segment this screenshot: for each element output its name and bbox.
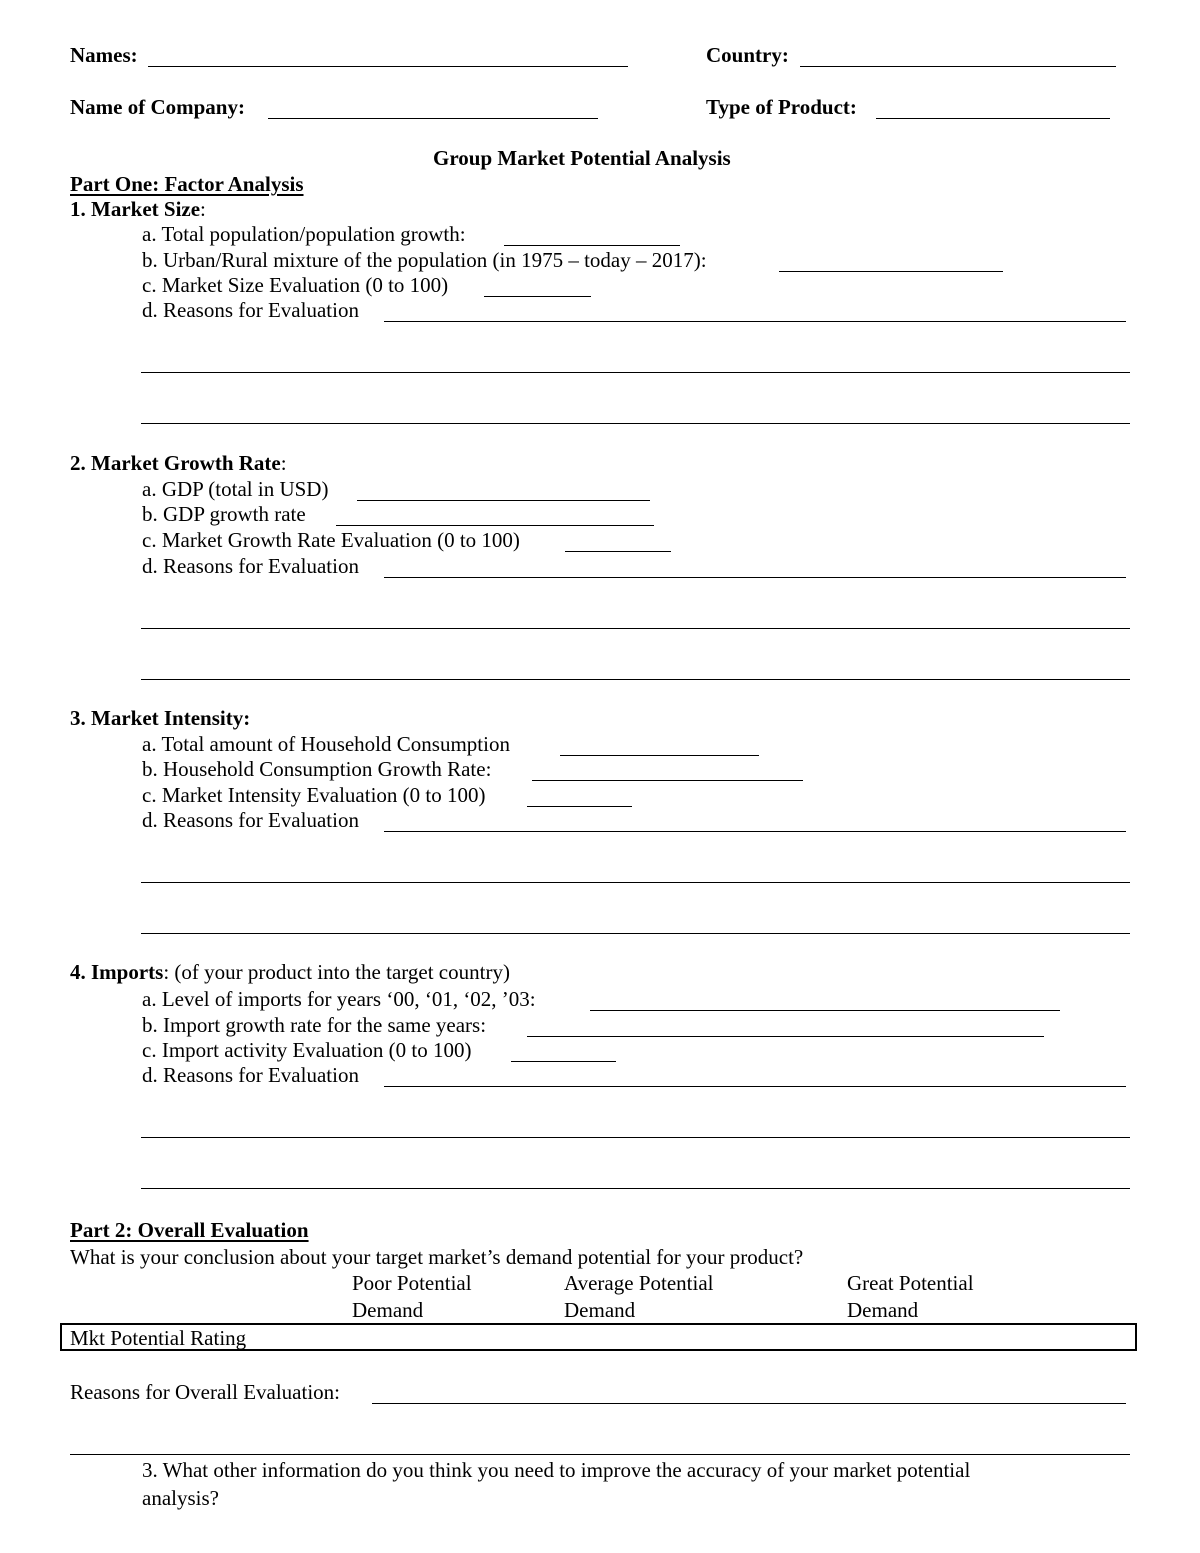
rating-row[interactable]: [60, 1323, 1137, 1351]
section-4-item-a: a. Level of imports for years ‘00, ‘01, ‘02, ’03:: [142, 987, 536, 1011]
section-3-heading: 3. Market Intensity:: [70, 706, 251, 730]
part-one-heading: Part One: Factor Analysis: [70, 172, 304, 196]
section-1-reasons-line-1[interactable]: [384, 321, 1126, 322]
gdp-growth-field[interactable]: [336, 525, 654, 526]
page-title: Group Market Potential Analysis: [433, 146, 731, 170]
section-1-item-a: a. Total population/population growth:: [142, 222, 466, 246]
household-consumption-field[interactable]: [560, 755, 759, 756]
market-size-score-field[interactable]: [484, 296, 591, 297]
import-growth-field[interactable]: [527, 1036, 1044, 1037]
consumption-growth-field[interactable]: [532, 780, 803, 781]
section-4-item-d: d. Reasons for Evaluation: [142, 1063, 359, 1087]
overall-reasons-line-1[interactable]: [372, 1403, 1126, 1404]
gdp-field[interactable]: [357, 500, 650, 501]
company-label: Name of Company:: [70, 95, 245, 119]
section-3-item-a: a. Total amount of Household Consumption: [142, 732, 510, 756]
section-4-item-c: c. Import activity Evaluation (0 to 100): [142, 1038, 472, 1062]
part-two-heading: Part 2: Overall Evaluation: [70, 1218, 309, 1242]
great-demand-label: Demand: [847, 1298, 919, 1322]
section-3-reasons-line-2[interactable]: [141, 882, 1130, 883]
product-field[interactable]: [876, 118, 1110, 119]
import-score-field[interactable]: [511, 1061, 616, 1062]
section-2-item-b: b. GDP growth rate: [142, 502, 306, 526]
section-1-heading: 1. Market Size:: [70, 197, 206, 221]
section-3-item-c: c. Market Intensity Evaluation (0 to 100): [142, 783, 486, 807]
section-1-item-d: d. Reasons for Evaluation: [142, 298, 359, 322]
intensity-score-field[interactable]: [527, 806, 632, 807]
rating-label: Mkt Potential Rating: [70, 1326, 247, 1350]
product-label: Type of Product:: [706, 95, 857, 119]
section-1-item-b: b. Urban/Rural mixture of the population (in 1975 – today – 2017):: [142, 248, 707, 272]
section-2-item-a: a. GDP (total in USD): [142, 477, 329, 501]
section-4-heading: 4. Imports: (of your product into the target country): [70, 960, 510, 984]
section-2-item-d: d. Reasons for Evaluation: [142, 554, 359, 578]
population-field[interactable]: [504, 245, 680, 246]
section-2-reasons-line-1[interactable]: [384, 577, 1126, 578]
section-3-item-d: d. Reasons for Evaluation: [142, 808, 359, 832]
section-2-reasons-line-2[interactable]: [141, 628, 1130, 629]
section-1-reasons-line-2[interactable]: [141, 372, 1130, 373]
names-label: Names:: [70, 43, 138, 67]
section-2-item-c: c. Market Growth Rate Evaluation (0 to 100): [142, 528, 520, 552]
poor-potential-label: Poor Potential: [352, 1271, 472, 1295]
growth-rate-score-field[interactable]: [565, 551, 671, 552]
imports-level-field[interactable]: [590, 1010, 1060, 1011]
names-field[interactable]: [148, 66, 628, 67]
great-potential-label: Great Potential: [847, 1271, 974, 1295]
average-potential-label: Average Potential: [564, 1271, 714, 1295]
poor-demand-label: Demand: [352, 1298, 424, 1322]
country-field[interactable]: [800, 66, 1116, 67]
section-4-reasons-line-2[interactable]: [141, 1137, 1130, 1138]
overall-reasons-line-2[interactable]: [70, 1454, 1130, 1455]
question-3-line-1: 3. What other information do you think you need to improve the accuracy of your market potential: [142, 1458, 971, 1482]
section-2-reasons-line-3[interactable]: [141, 679, 1130, 680]
section-3-reasons-line-3[interactable]: [141, 933, 1130, 934]
conclusion-question: What is your conclusion about your target market’s demand potential for your product?: [70, 1245, 804, 1269]
question-3-line-2: analysis?: [142, 1486, 219, 1510]
company-field[interactable]: [268, 118, 598, 119]
section-3-reasons-line-1[interactable]: [384, 831, 1126, 832]
average-demand-label: Demand: [564, 1298, 636, 1322]
country-label: Country:: [706, 43, 789, 67]
section-1-item-c: c. Market Size Evaluation (0 to 100): [142, 273, 449, 297]
section-2-heading: 2. Market Growth Rate:: [70, 451, 287, 475]
section-4-reasons-line-1[interactable]: [384, 1086, 1126, 1087]
section-3-item-b: b. Household Consumption Growth Rate:: [142, 757, 492, 781]
urban-rural-field[interactable]: [779, 271, 1003, 272]
section-4-item-b: b. Import growth rate for the same years:: [142, 1013, 487, 1037]
section-1-reasons-line-3[interactable]: [141, 423, 1130, 424]
section-4-reasons-line-3[interactable]: [141, 1188, 1130, 1189]
overall-reasons-label: Reasons for Overall Evaluation:: [70, 1380, 341, 1404]
